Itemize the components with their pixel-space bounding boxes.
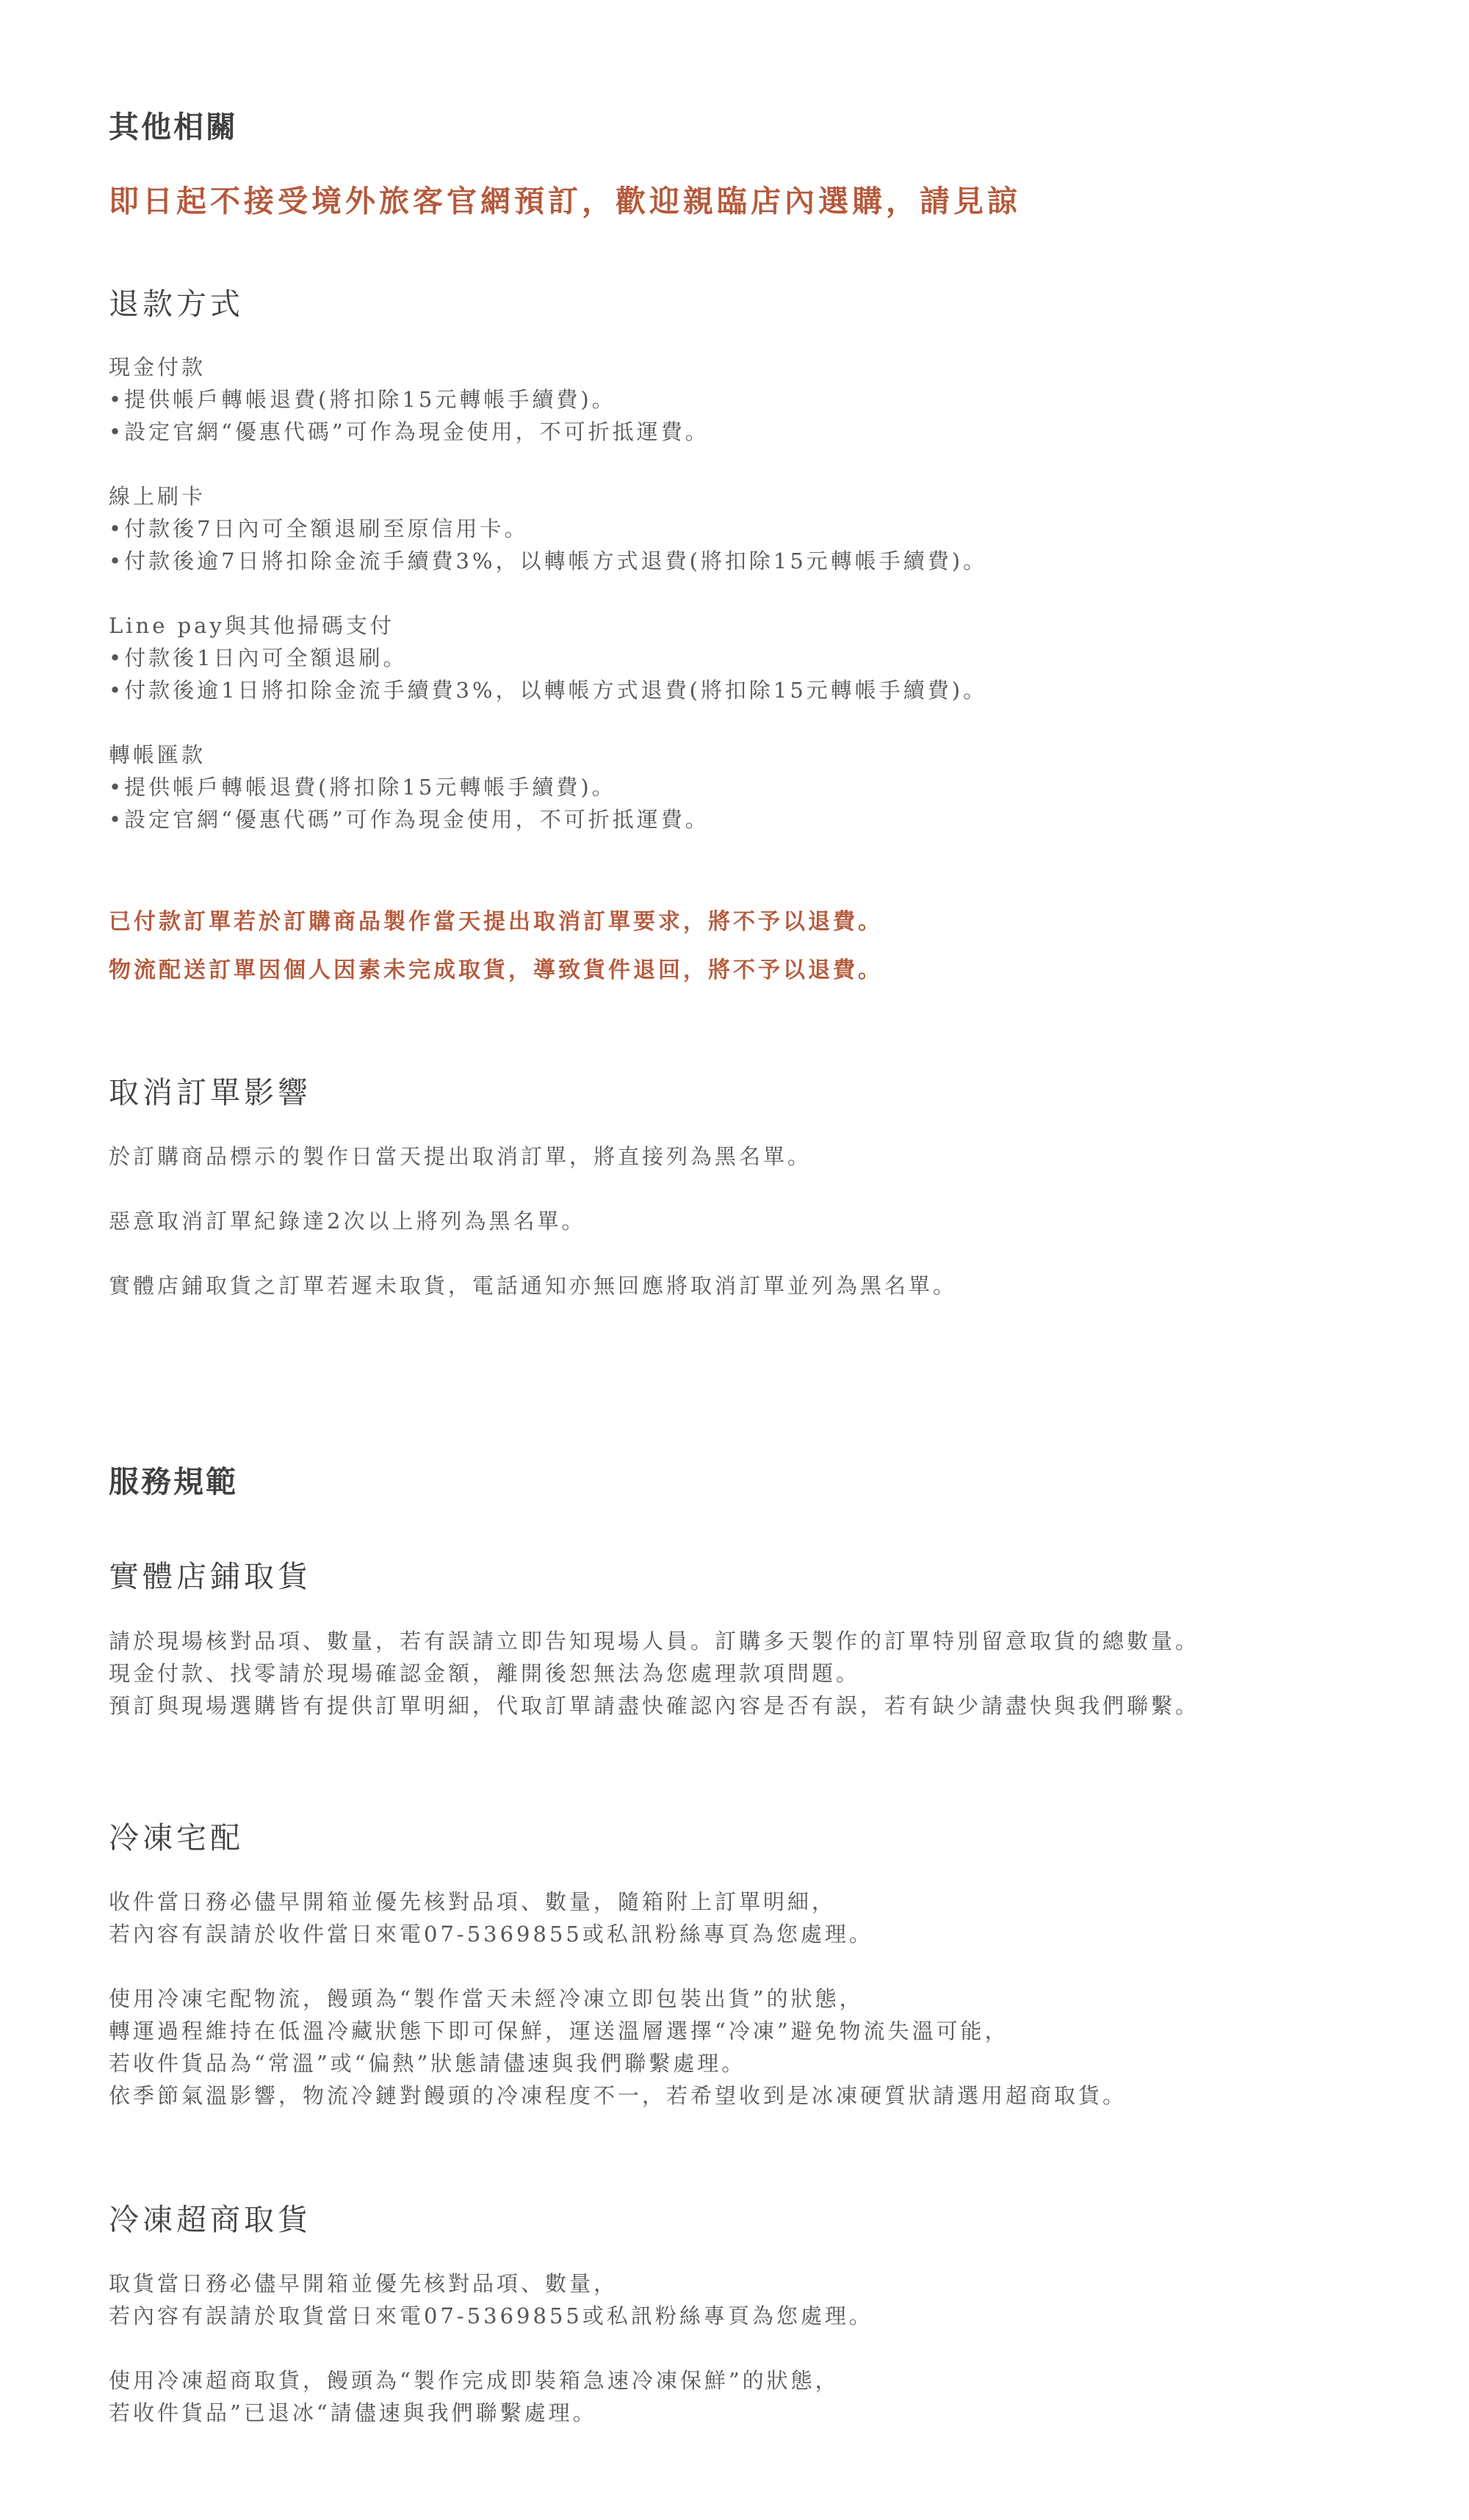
refund-card-label: 線上刷卡 [109, 484, 206, 509]
frozen-delivery-line: 收件當日務必儘早開箱並優先核對品項、數量，隨箱附上訂單明細， [109, 1889, 837, 1914]
frozen-delivery-title: 冷凍宅配 [109, 1820, 244, 1855]
frozen-store-line: 若內容有誤請於取貨當日來電07-5369855或私訊粉絲專頁為您處理。 [109, 2303, 873, 2328]
refund-card-line: •付款後7日內可全額退刷至原信用卡。 [109, 516, 529, 541]
refund-transfer-block [109, 739, 710, 836]
frozen-store-title: 冷凍超商取貨 [109, 2202, 311, 2237]
frozen-store-line: 使用冷凍超商取貨，饅頭為“製作完成即裝箱急速冷凍保鮮”的狀態， [109, 2368, 840, 2393]
store-pickup-line: 請於現場核對品項、數量，若有誤請立即告知現場人員。訂購多天製作的訂單特別留意取貨的總數量。 [109, 1629, 1200, 1654]
store-pickup-line: 現金付款、找零請於現場確認金額，離開後恕無法為您處理款項問題。 [109, 1661, 861, 1686]
cancel-section-title: 取消訂單影響 [109, 1075, 311, 1110]
frozen-delivery-para2 [109, 1983, 1127, 2112]
refund-cash-label: 現金付款 [109, 355, 206, 380]
cancel-line: 惡意取消訂單紀錄達2次以上將列為黑名單。 [109, 1209, 586, 1234]
frozen-delivery-line: 依季節氣溫影響，物流冷鏈對饅頭的冷凍程度不一，若希望收到是冰凍硬質狀請選用超商取貨。 [109, 2083, 1127, 2108]
frozen-delivery-para1 [109, 1886, 873, 1950]
refund-cash-line: •提供帳戶轉帳退費(將扣除15元轉帳手續費)。 [109, 387, 616, 412]
cancel-line: 於訂購商品標示的製作日當天提出取消訂單，將直接列為黑名單。 [109, 1144, 812, 1169]
refund-transfer-label: 轉帳匯款 [109, 742, 206, 767]
refund-cash-block [109, 351, 710, 448]
refund-linepay-label: Line pay與其他掃碼支付 [109, 613, 394, 638]
refund-card-line: •付款後逾7日將扣除金流手續費3%，以轉帳方式退費(將扣除15元轉帳手續費)。 [109, 548, 988, 573]
refund-transfer-line: •提供帳戶轉帳退費(將扣除15元轉帳手續費)。 [109, 775, 616, 800]
frozen-delivery-line: 若內容有誤請於收件當日來電07-5369855或私訊粉絲專頁為您處理。 [109, 1922, 873, 1947]
frozen-store-para1 [109, 2267, 873, 2332]
frozen-delivery-line: 使用冷凍宅配物流，饅頭為“製作當天未經冷凍立即包裝出貨”的狀態， [109, 1986, 864, 2011]
refund-warning: 已付款訂單若於訂購商品製作當天提出取消訂單要求，將不予以退費。 [109, 909, 883, 935]
refund-card-block [109, 480, 987, 577]
service-section-title: 服務規範 [109, 1464, 238, 1499]
refund-linepay-block [109, 609, 987, 706]
cancel-line: 實體店鋪取貨之訂單若遲未取貨，電話通知亦無回應將取消訂單並列為黑名單。 [109, 1273, 958, 1298]
refund-section-title: 退款方式 [109, 286, 244, 322]
refund-cash-line: •設定官網“優惠代碼”可作為現金使用，不可折抵運費。 [109, 419, 710, 444]
frozen-store-line: 取貨當日務必儘早開箱並優先核對品項、數量， [109, 2271, 618, 2296]
refund-linepay-line: •付款後1日內可全額退刷。 [109, 645, 408, 670]
frozen-delivery-line: 若收件貨品為“常溫”或“偏熱”狀態請儘速與我們聯繫處理。 [109, 2051, 746, 2076]
refund-transfer-line: •設定官網“優惠代碼”可作為現金使用，不可折抵運費。 [109, 807, 710, 832]
store-pickup-title: 實體店鋪取貨 [109, 1559, 311, 1594]
store-pickup-block [109, 1625, 1199, 1722]
frozen-store-para2 [109, 2364, 840, 2429]
overseas-notice: 即日起不接受境外旅客官網預訂，歡迎親臨店內選購，請見諒 [109, 184, 1021, 219]
refund-linepay-line: •付款後逾1日將扣除金流手續費3%，以轉帳方式退費(將扣除15元轉帳手續費)。 [109, 678, 988, 703]
frozen-delivery-line: 轉運過程維持在低溫冷藏狀態下即可保鮮，運送溫層選擇“冷凍”避免物流失溫可能， [109, 2018, 1009, 2043]
refund-warning: 物流配送訂單因個人因素未完成取貨，導致貨件退回，將不予以退費。 [109, 957, 883, 983]
other-section-title: 其他相關 [109, 109, 238, 145]
refund-warnings [109, 906, 883, 987]
store-pickup-line: 預訂與現場選購皆有提供訂單明細，代取訂單請盡快確認內容是否有誤，若有缺少請盡快與我們聯繫。 [109, 1693, 1200, 1718]
frozen-store-line: 若收件貨品”已退冰“請儘速與我們聯繫處理。 [109, 2400, 597, 2425]
